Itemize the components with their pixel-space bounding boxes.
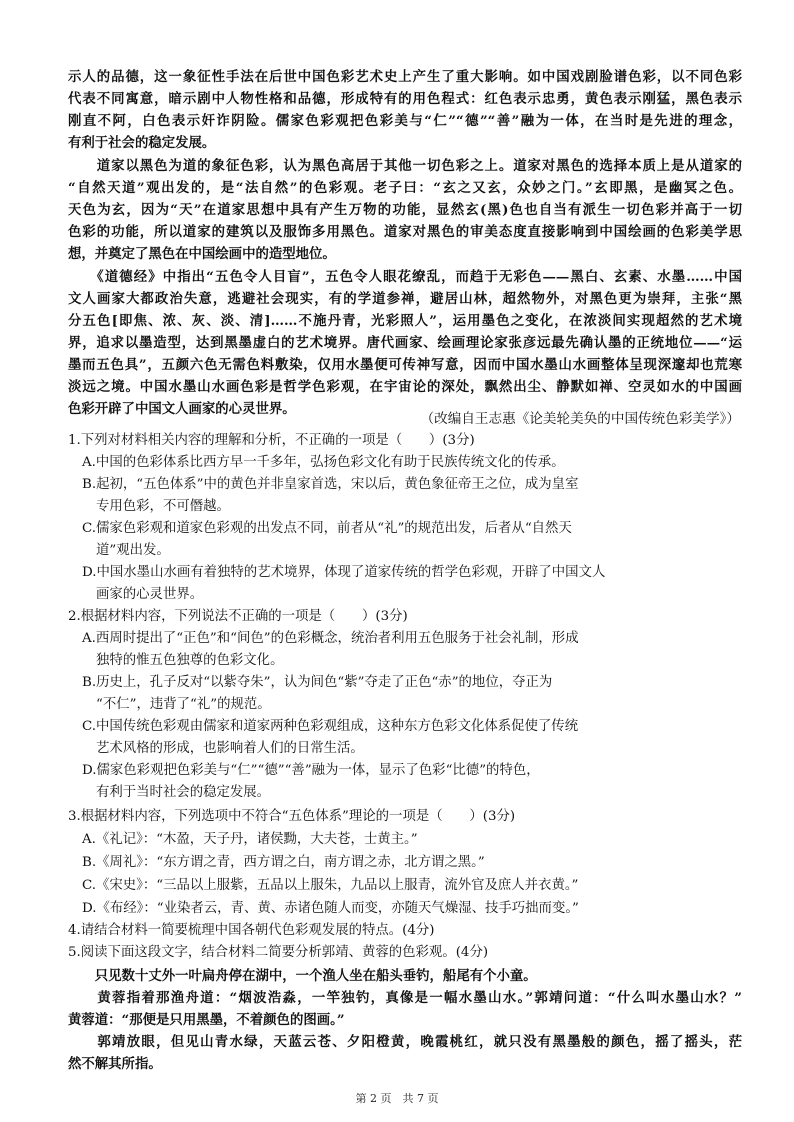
excerpt-line: 只见数十丈外一叶扁舟停在湖中，一个渔人坐在船头垂钓，船尾有个小童。	[68, 968, 537, 984]
passage-line: 示人的品德，这一象征性手法在后世中国色彩艺术史上产生了重大影响。如中国戏剧脸谱色彩，以不同色彩	[68, 69, 742, 85]
question-1-option-b: B.起初，“五色体系”中的黄色并非皇家首选，宋以后，黄色象征帝王之位，成为皇室	[82, 477, 579, 492]
passage-line: 色彩开辟了中国文人画家的心灵世界。	[68, 401, 296, 417]
question-2-option-a: A.西周时提出了“正色”和“间色”的色彩概念，统治者利用五色服务于社会礼制，形成	[82, 631, 579, 646]
passage-line: 《道德经》中指出“五色令人目盲”，五色令人眼花缭乱，而趋于无彩色——黑白、玄素、水墨……中国	[68, 269, 742, 285]
question-3-option-c: C.《宋史》：“三品以上服紫，五品以上服朱，九品以上服青，流外官及庶人并衣黄。”	[82, 878, 579, 893]
passage-line: 道家以黑色为道的象征色彩，认为黑色高居于其他一切色彩之上。道家对黑色的选择本质上是从道家的	[68, 158, 742, 174]
question-2-option-b: B.历史上，孔子反对“以紫夺朱”，认为间色“紫”夺走了正色“赤”的地位，夺正为	[82, 675, 553, 690]
passage-line: 文人画家大都政治失意，逃避社会现实，有的学道参禅，避居山林，超然物外，对黑色更为崇拜，主张“黑	[68, 291, 742, 307]
passage-line: 想，并奠定了黑色在中国绘画中的造型地位。	[68, 246, 336, 262]
question-3-option-b: B.《周礼》：“东方谓之青，西方谓之白，南方谓之赤，北方谓之黑。”	[82, 855, 485, 870]
question-1-option-a: A.中国的色彩体系比西方早一千多年，弘扬色彩文化有助于民族传统文化的传承。	[82, 455, 565, 470]
passage-source: （改编自王志惠《论美轮美奂的中国传统色彩美学》）	[420, 411, 740, 427]
question-1-option-c-cont: 道”观出发。	[96, 543, 170, 558]
passage-line: “自然天道”观出发的，是“法自然”的色彩观。老子曰：“玄之又玄，众妙之门。”玄即黑，是幽冥之色。	[68, 180, 742, 196]
question-1-option-d-cont: 画家的心灵世界。	[96, 587, 204, 602]
passage-line: 有利于社会的稳定发展。	[68, 135, 216, 151]
passage-line: 淡远之境。中国水墨山水画色彩是哲学色彩观，在宇宙论的深处，飘然出尘、静默如禅、空灵如水的中国画	[68, 379, 742, 395]
excerpt-line: 黄蓉道：“那便是只用黑墨，不着颜色的图画。”	[68, 1012, 345, 1028]
passage-line: 界，追求以墨造型，达到黑墨虚白的艺术境界。唐代画家、绘画理论家张彦远最先确认墨的正统地位——“运	[68, 335, 742, 351]
passage-line: 代表不同寓意，暗示剧中人物性格和品德，形成特有的用色程式：红色表示忠勇，黄色表示刚猛，黑色表示	[68, 91, 742, 107]
question-1-option-b-cont: 专用色彩，不可僭越。	[96, 499, 230, 514]
question-1-option-c: C.儒家色彩观和道家色彩观的出发点不同，前者从“礼”的规范出发，后者从“自然天	[82, 521, 572, 536]
question-4-stem: 4.请结合材料一简要梳理中国各朝代色彩观发展的特点。(4分)	[68, 923, 435, 938]
question-5-stem: 5.阅读下面这段文字，结合材料二简要分析郭靖、黄蓉的色彩观。(4分)	[68, 945, 489, 960]
question-2-option-b-cont: “不仁”，违背了“礼”的规范。	[96, 697, 271, 712]
question-2-option-c-cont: 艺术风格的形成，也影响着人们的日常生活。	[96, 741, 364, 756]
question-2-option-d: D.儒家色彩观把色彩美与“仁”“德”“善”融为一体，显示了色彩“比德”的特色，	[82, 763, 540, 778]
question-1-option-d: D.中国水墨山水画有着独特的艺术境界，体现了道家传统的哲学色彩观，开辟了中国文人	[82, 565, 606, 580]
question-3-option-d: D.《布经》：“业染者云，青、黄、赤诸色随人而变，亦随天气燥湿、技手巧拙而变。”	[82, 901, 579, 916]
passage-line: 刚直不阿，白色表示奸诈阴险。儒家色彩观把色彩美与“仁”“德”“善”融为一体，在当时是先进的理念，	[68, 113, 742, 129]
question-3-stem: 3.根据材料内容，下列选项中不符合“五色体系”理论的一项是（ ）(3分)	[68, 809, 516, 824]
passage-line: 色彩的功能，所以道家的建筑以及服饰多用黑色。道家对黑色的审美态度直接影响到中国绘画的色彩美学思	[68, 224, 742, 240]
question-2-option-a-cont: 独特的惟五色独尊的色彩文化。	[96, 653, 284, 668]
passage-line: 墨而五色具”，五颜六色无需色料敷染，仅用水墨便可传神写意，因而中国水墨山水画整体呈现深邃却也荒寒	[68, 357, 742, 373]
question-2-option-d-cont: 有利于当时社会的稳定发展。	[96, 785, 271, 800]
question-3-option-a: A.《礼记》：“木盈，天子丹，诸侯黝，大夫苍，士黄主。”	[82, 832, 418, 847]
passage-line: 天色为玄，因为“天”在道家思想中具有产生万物的功能，显然玄(黑)色也自当有派生一切色彩并高于一切	[68, 202, 742, 218]
question-2-option-c: C.中国传统色彩观由儒家和道家两种色彩观组成，这种东方色彩文化体系促使了传统	[82, 719, 579, 734]
passage-line: 分五色[即焦、浓、灰、淡、清]……不施丹青，光彩照人”，运用墨色之变化，在浓淡间实现超然的艺术境	[68, 313, 742, 329]
excerpt-line: 郭靖放眼，但见山青水绿，天蓝云苍、夕阳橙黄，晚霞桃红，就只没有黑墨般的颜色，摇了摇头，茫	[68, 1034, 742, 1050]
question-2-stem: 2.根据材料内容，下列说法不正确的一项是（ ）(3分)	[68, 609, 408, 624]
page-footer: 第 2 页 共 7 页	[355, 1092, 439, 1105]
excerpt-line: 黄蓉指着那渔舟道：“烟波浩淼，一竿独钓，真像是一幅水墨山水。”郭靖问道：“什么叫水墨山水？”	[68, 990, 742, 1006]
question-1-stem: 1.下列对材料相关内容的理解和分析，不正确的一项是（ ）(3分)	[68, 433, 475, 448]
excerpt-line: 然不解其所指。	[68, 1056, 162, 1072]
